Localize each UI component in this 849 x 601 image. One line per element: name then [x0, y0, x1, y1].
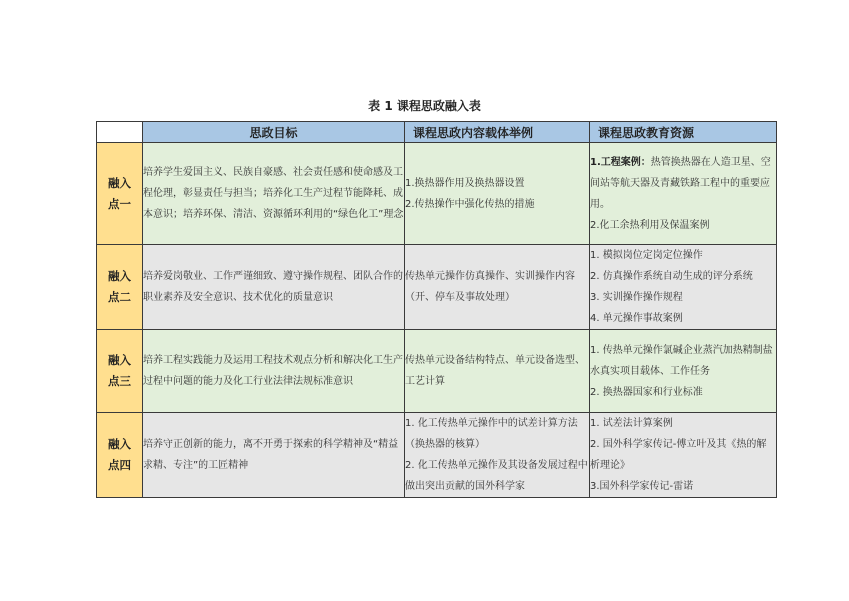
resource-text: 1. 模拟岗位定岗定位操作: [590, 250, 703, 261]
header-content: 课程思政内容载体举例: [405, 122, 590, 143]
resource-text: 3. 实训操作操作规程: [590, 292, 683, 303]
resource-item: [590, 152, 776, 215]
resource-prefix: 1.工程案例：: [590, 156, 651, 168]
resource-item: [590, 413, 776, 434]
resources-cell: [590, 330, 777, 413]
content-cell: [405, 413, 590, 498]
point-label-line1: 融入: [108, 437, 131, 451]
goal-text: 培养爱岗敬业、工作严谨细致、遵守操作规程、团队合作的职业素养及安全意识、技术优化的质量意识: [143, 271, 403, 303]
point-label-line2: 点四: [108, 458, 131, 472]
content-item: 1.换热器作用及换热器设置: [405, 177, 525, 189]
resource-text: 2. 国外科学家传记-傅立叶及其《热的解析理论》: [590, 439, 767, 471]
table-row: [97, 143, 777, 245]
table-header-row: [97, 122, 777, 143]
header-resources: 课程思政教育资源: [590, 122, 777, 143]
goal-cell: [143, 330, 405, 413]
goal-text: 培养学生爱国主义、民族自豪感、社会责任感和使命感及工程伦理，彰显责任与担当；培养化工生产过程节能降耗、成本意识；培养环保、清洁、资源循环利用的“绿色化工”理念: [143, 167, 404, 220]
resource-item: [590, 382, 776, 403]
integration-point-label: [97, 413, 143, 498]
point-label-line1: 融入: [108, 269, 131, 283]
resource-item: [590, 434, 776, 476]
content-item: 传热单元设备结构特点、单元设备选型、工艺计算: [405, 355, 585, 387]
content-cell: [405, 143, 590, 245]
goal-text: 培养守正创新的能力，离不开勇于探索的科学精神及“精益求精、专注”的工匠精神: [143, 439, 399, 471]
header-goal: 思政目标: [143, 122, 405, 143]
resource-text: 3.国外科学家传记-雷诺: [590, 481, 694, 492]
integration-point-label: [97, 143, 143, 245]
goal-cell: [143, 413, 405, 498]
resource-text: 1. 试差法计算案例: [590, 418, 673, 429]
integration-point-label: [97, 245, 143, 330]
resource-item: [590, 476, 776, 497]
content-cell: [405, 245, 590, 330]
table-row: [97, 413, 777, 498]
goal-cell: [143, 245, 405, 330]
header-corner: [97, 122, 143, 143]
goal-cell: [143, 143, 405, 245]
ideology-integration-table: [96, 121, 777, 498]
resource-item: [590, 287, 776, 308]
resource-text: 热管换热器在人造卫星、空间站等航天器及青藏铁路工程中的重要应用。: [590, 156, 771, 210]
resources-cell: [590, 245, 777, 330]
resource-item: [590, 266, 776, 287]
point-label-line1: 融入: [108, 353, 131, 367]
resource-text: 4. 单元操作事故案例: [590, 313, 683, 324]
point-label-line2: 点二: [108, 290, 131, 304]
table-row: [97, 330, 777, 413]
goal-text: 培养工程实践能力及运用工程技术观点分析和解决化工生产过程中问题的能力及化工行业法律法规标准意识: [143, 355, 403, 387]
point-label-line2: 点三: [108, 374, 131, 388]
resource-item: [590, 245, 776, 266]
resource-item: [590, 308, 776, 329]
resource-item: [590, 340, 776, 382]
resource-text: 1. 传热单元操作氯碱企业蒸汽加热精制盐水真实项目载体、工作任务: [590, 344, 773, 377]
content-item: 2. 化工传热单元操作及其设备发展过程中做出突出贡献的国外科学家: [405, 460, 588, 492]
point-label-line2: 点一: [108, 196, 131, 211]
integration-point-label: [97, 330, 143, 413]
content-item: 传热单元操作仿真操作、实训操作内容（开、停车及事故处理）: [405, 271, 575, 303]
resource-text: 2. 仿真操作系统自动生成的评分系统: [590, 271, 753, 282]
table-caption: 表 1 课程思政融入表: [368, 99, 481, 113]
resources-cell: [590, 413, 777, 498]
point-label-line1: 融入: [108, 175, 131, 190]
resources-cell: [590, 143, 777, 245]
table-row: [97, 245, 777, 330]
content-item: 2.传热操作中强化传热的措施: [405, 198, 535, 210]
resource-item: [590, 215, 776, 236]
content-item: 1. 化工传热单元操作中的试差计算方法（换热器的核算）: [405, 418, 578, 450]
content-cell: [405, 330, 590, 413]
resource-text: 2. 换热器国家和行业标准: [590, 386, 703, 398]
resource-text: 2.化工余热利用及保温案例: [590, 219, 710, 231]
